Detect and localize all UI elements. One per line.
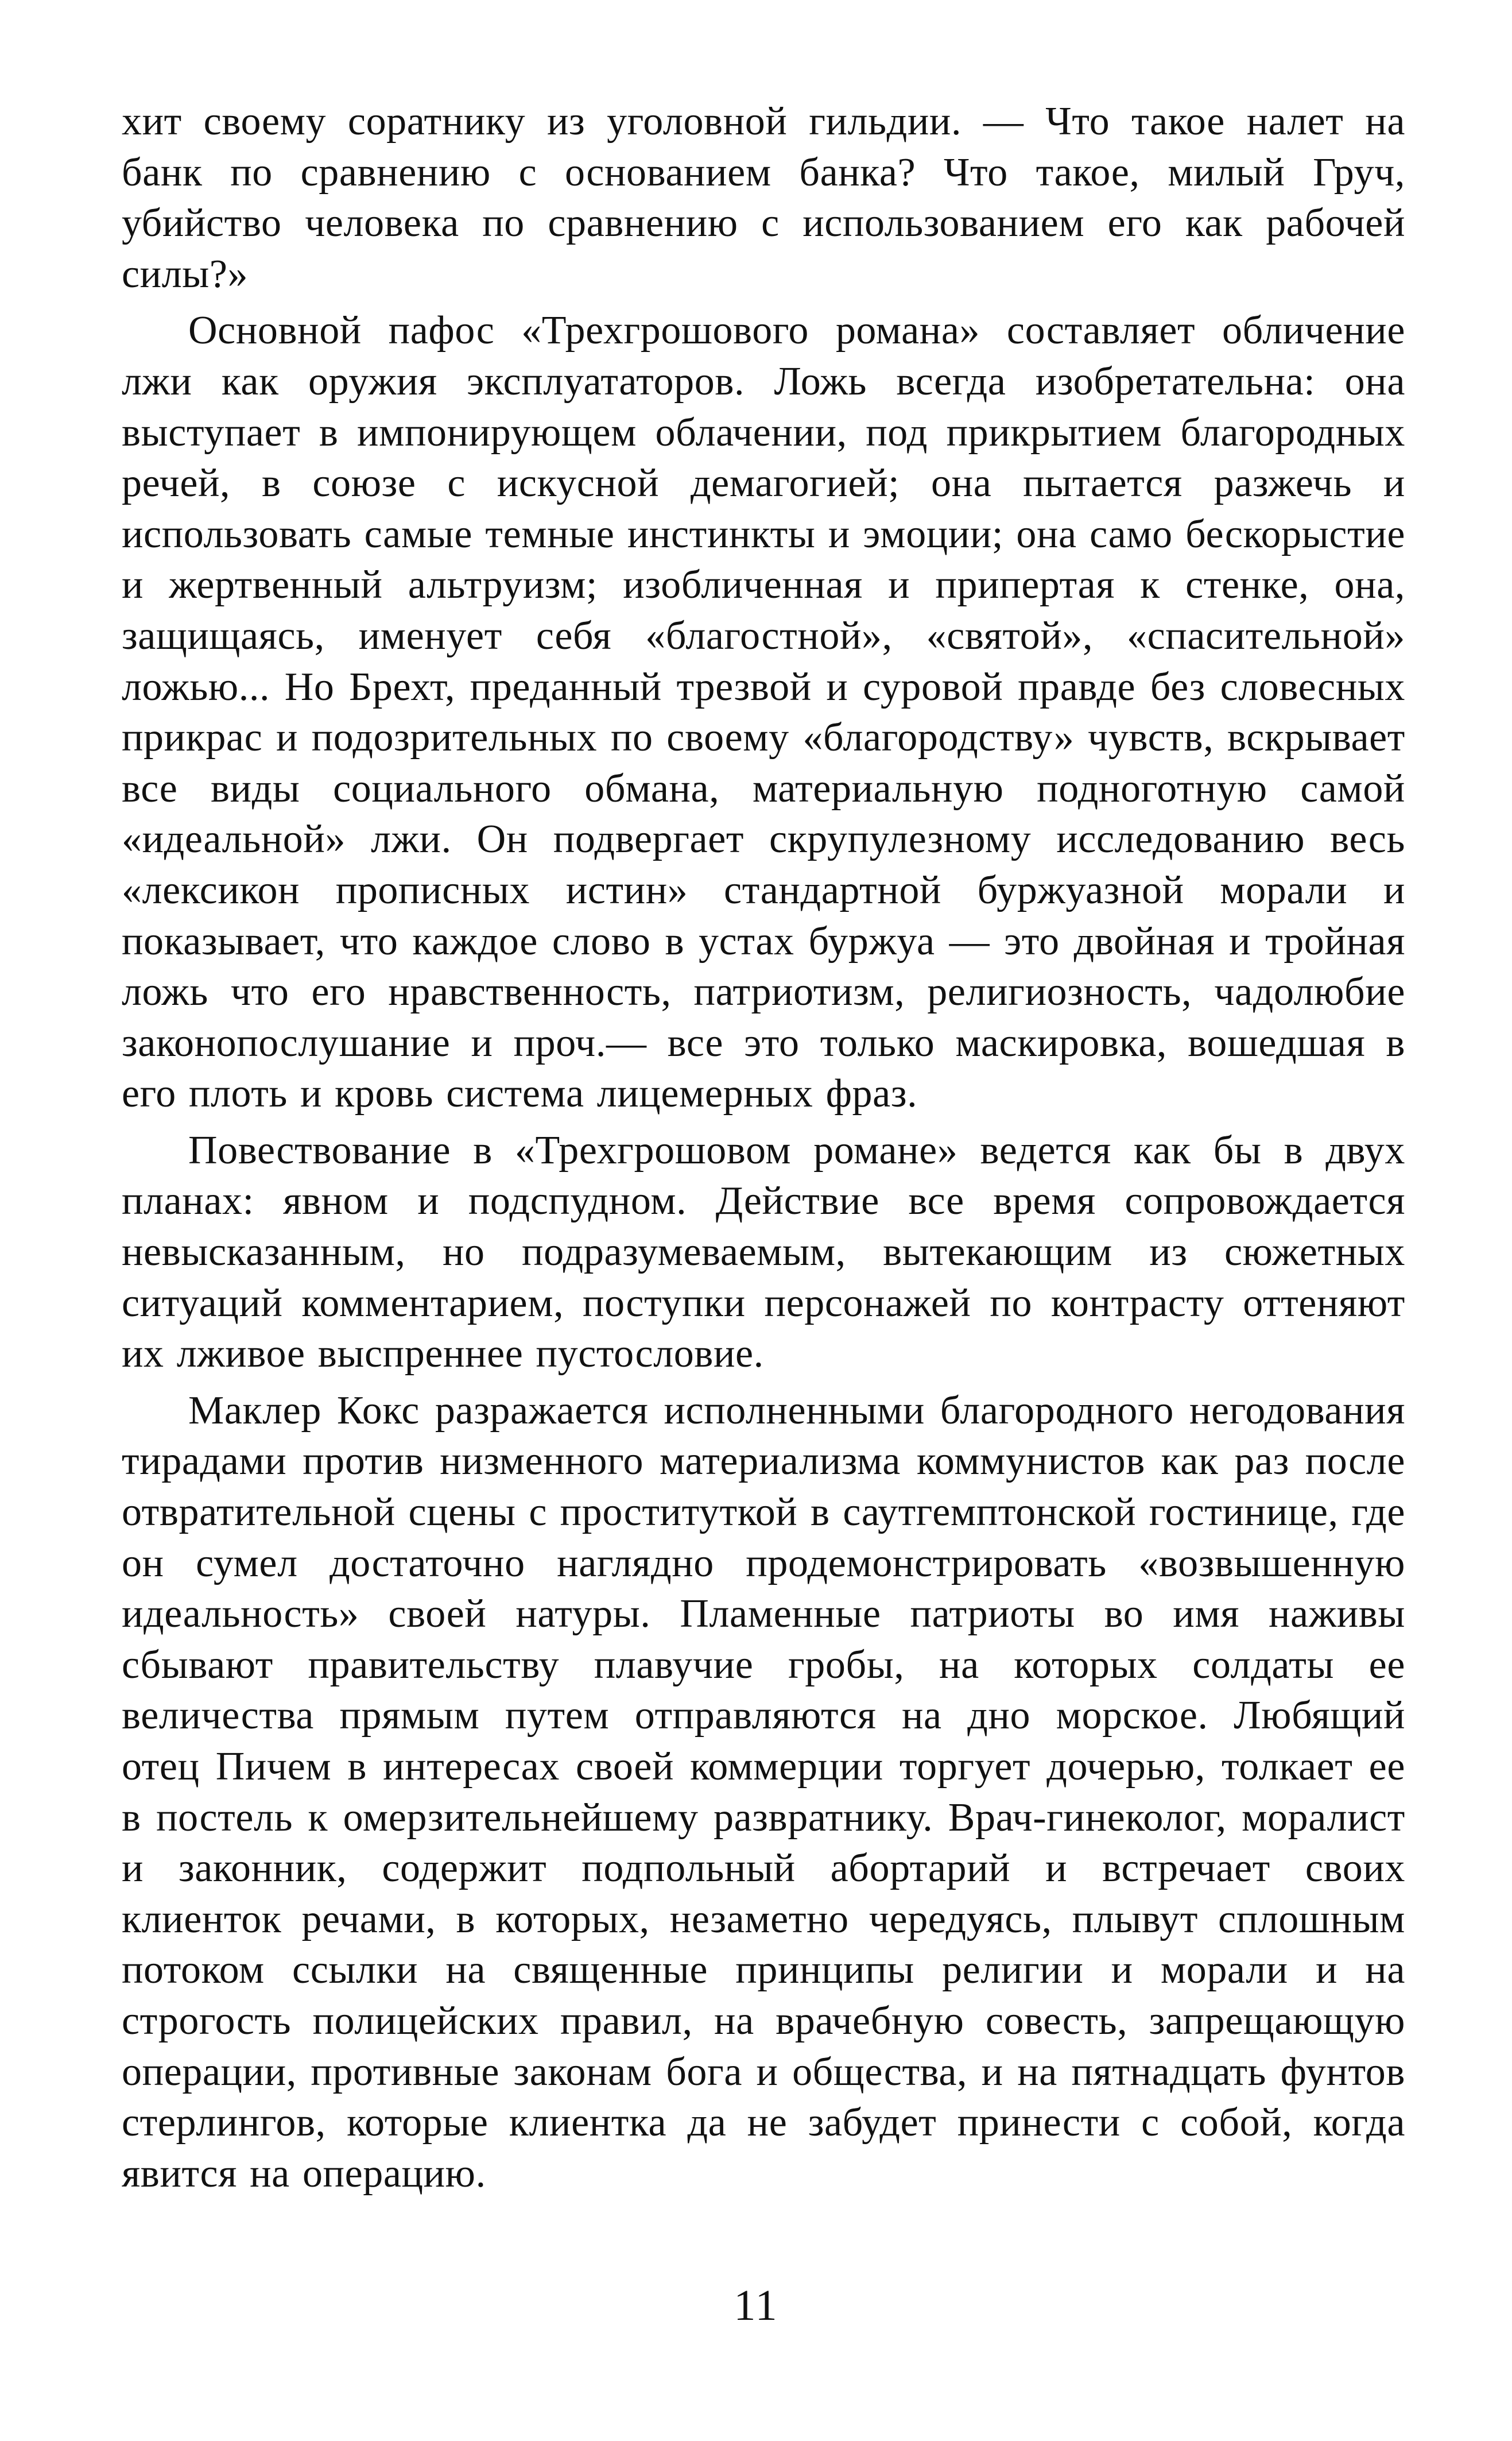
paragraph-broker-cox: Маклер Кокс разражается исполненными благородного негодования тирадами против низменного материализма коммунистов как раз после отвратительной сцены с проституткой в саутгемптонской гостинице, где он сумел достаточно наглядно продемонстрировать «возвышенную идеальность» своей натуры. Пламенные патриоты во имя наживы сбывают правительству плавучие гробы, на которых солдаты ее величества прямым путем отправляются на дно морское. Любящий отец Пичем в интересах своей коммерции торгует дочерью, толкает ее в постель к омерзительнейшему развратнику. Врач-гинеколог, моралист и законник, содержит подпольный абортарий и встречает своих клиенток речами, в которых, незаметно чередуясь, плывут сплошным потоком ссылки на священные принципы религии и морали и на строгость полицейских правил, на врачебную совесть, запрещающую операции, противные законам бога и общества, и на пятнадцать фунтов стерлингов, которые клиентка да не забудет принести с собой, когда явится на операцию. xyxy=(122,1388,1405,2196)
paragraph-lie-pathos: Основной пафос «Трехгрошового романа» составляет обличение лжи как оружия эксплуататоров. Ложь всегда изобретательна: она выступает в импонирующем облачении, под прикрытием благородных речей, в союзе с искусной демагогией; она пытается разжечь и использовать самые темные инстинкты и эмоции; она само бескорыстие и жертвенный альтруизм; изобличенная и припертая к стенке, она, защищаясь, именует себя «благостной», «святой», «спасительной» ложью... Но Брехт, преданный трезвой и суровой правде без словесных прикрас и подозрительных по своему «благородству» чувств, вскрывает все виды социального обмана, материальную подноготную самой «идеальной» лжи. Он подвергает скрупулезному исследованию весь «лексикон прописных истин» стандартной буржуазной морали и показывает, что каждое слово в устах буржуа — это двойная и тройная ложь что его нравственность, патриотизм, религиозность, чадолюбие законопослушание и проч.— все это только маскировка, вошедшая в его плоть и кровь система лицемерных фраз. xyxy=(122,308,1405,1116)
page-body xyxy=(122,96,1405,2199)
paragraph-continuation: хит своему соратнику из уголовной гильдии. — Что такое налет на банк по сравнению с основанием банка? Что такое, милый Груч, убийство человека по сравнению с использованием его как рабочей силы?» xyxy=(122,99,1405,296)
paragraph-narrative-planes: Повествование в «Трехгрошовом романе» ведется как бы в двух планах: явном и подспудном. Действие все время сопровождается невысказанным, но подразумеваемым, вытекающим из сюжетных ситуаций комментарием, поступки персонажей по контрасту оттеняют их лживое выспреннее пустословие. xyxy=(122,1128,1405,1376)
page-number: 11 xyxy=(734,2281,778,2330)
